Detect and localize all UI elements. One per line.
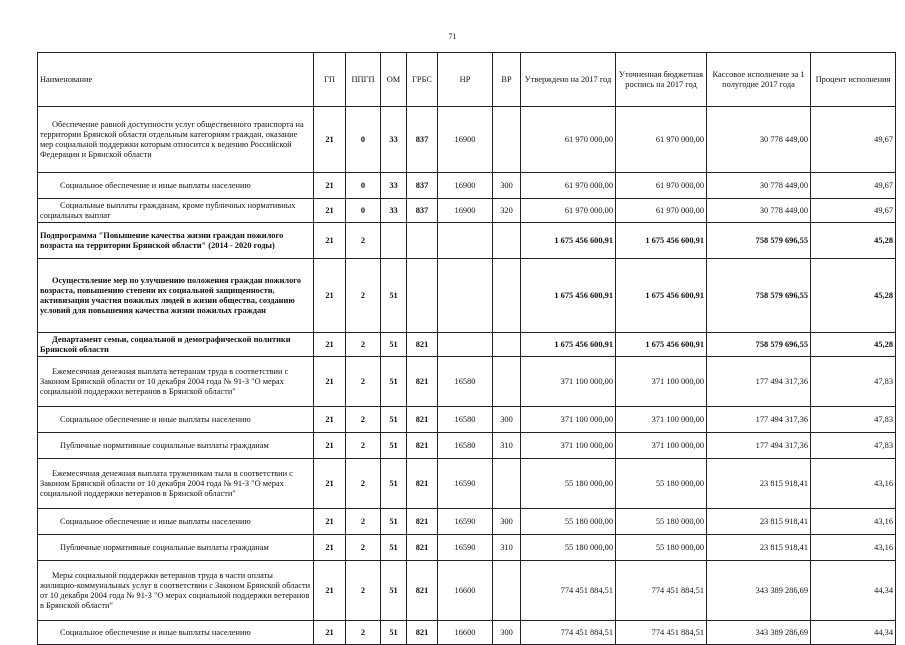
row-approved: 61 970 000,00: [521, 199, 616, 223]
row-np: 16580: [438, 407, 493, 433]
row-om: 51: [381, 357, 407, 407]
table-row: [38, 407, 896, 433]
row-approved: 55 180 000,00: [521, 509, 616, 535]
row-refined: 371 100 000,00: [616, 407, 707, 433]
row-cash: 177 494 317,36: [707, 357, 811, 407]
row-percent: 49,67: [811, 107, 896, 173]
table-row: [38, 173, 896, 199]
row-percent: 43,16: [811, 509, 896, 535]
row-percent: 44,34: [811, 621, 896, 645]
table-row: [38, 433, 896, 459]
row-om: 51: [381, 535, 407, 561]
row-ppgp: 0: [346, 107, 381, 173]
row-np: 16580: [438, 357, 493, 407]
row-cash: 758 579 696,55: [707, 223, 811, 259]
row-percent: 49,67: [811, 199, 896, 223]
row-approved: 1 675 456 600,91: [521, 223, 616, 259]
header-name: Наименование: [38, 53, 314, 107]
row-np: 16590: [438, 459, 493, 509]
row-np: [438, 333, 493, 357]
row-cash: 177 494 317,36: [707, 433, 811, 459]
row-cash: 30 778 449,00: [707, 199, 811, 223]
row-om: 51: [381, 259, 407, 333]
row-grbs: [407, 223, 438, 259]
row-name: Публичные нормативные социальные выплаты гражданам: [38, 535, 314, 561]
row-np: 16590: [438, 535, 493, 561]
row-grbs: 821: [407, 459, 438, 509]
row-percent: 47,83: [811, 407, 896, 433]
row-refined: 774 451 884,51: [616, 621, 707, 645]
table-row: [38, 535, 896, 561]
row-vr: 300: [493, 509, 521, 535]
row-percent: 47,83: [811, 357, 896, 407]
row-ppgp: 2: [346, 535, 381, 561]
row-gp: 21: [314, 333, 346, 357]
row-gp: 21: [314, 199, 346, 223]
row-refined: 1 675 456 600,91: [616, 333, 707, 357]
row-name: Подпрограмма "Повышение качества жизни граждан пожилого возраста на территории Брянской области" (2014 - 2020 годы): [38, 223, 314, 259]
table-row: [38, 199, 896, 223]
row-gp: 21: [314, 407, 346, 433]
row-cash: 758 579 696,55: [707, 333, 811, 357]
row-om: 33: [381, 199, 407, 223]
header-om: ОМ: [381, 53, 407, 107]
row-percent: 43,16: [811, 535, 896, 561]
row-np: 16900: [438, 199, 493, 223]
row-approved: 371 100 000,00: [521, 433, 616, 459]
row-name: Социальное обеспечение и иные выплаты населению: [38, 173, 314, 199]
row-cash: 23 815 918,41: [707, 535, 811, 561]
row-name: Департамент семьи, социальной и демографической политики Брянской области: [38, 333, 314, 357]
row-name: Ежемесячная денежная выплата труженикам тыла в соответствии с Законом Брянской области от 10 декабря 2004 года № 91-З "О мерах социальной поддержки ветеранов в Брянской области": [38, 459, 314, 509]
row-grbs: 821: [407, 621, 438, 645]
row-name: Публичные нормативные социальные выплаты гражданам: [38, 433, 314, 459]
row-gp: 21: [314, 173, 346, 199]
row-refined: 55 180 000,00: [616, 459, 707, 509]
row-cash: 177 494 317,36: [707, 407, 811, 433]
table-row: [38, 357, 896, 407]
row-ppgp: 2: [346, 357, 381, 407]
row-vr: 310: [493, 433, 521, 459]
row-np: 16590: [438, 509, 493, 535]
row-refined: 55 180 000,00: [616, 509, 707, 535]
row-approved: 61 970 000,00: [521, 173, 616, 199]
row-ppgp: 2: [346, 407, 381, 433]
row-np: 16900: [438, 173, 493, 199]
row-approved: 774 451 884,51: [521, 621, 616, 645]
row-refined: 61 970 000,00: [616, 173, 707, 199]
row-ppgp: 0: [346, 199, 381, 223]
row-np: 16600: [438, 621, 493, 645]
row-refined: 1 675 456 600,91: [616, 259, 707, 333]
row-vr: 300: [493, 621, 521, 645]
header-grbs: ГРБС: [407, 53, 438, 107]
row-vr: [493, 561, 521, 621]
table-row: [38, 561, 896, 621]
table-row: [38, 509, 896, 535]
row-percent: 44,34: [811, 561, 896, 621]
page-number: 71: [448, 32, 457, 41]
row-name: Социальное обеспечение и иные выплаты населению: [38, 509, 314, 535]
row-np: 16580: [438, 433, 493, 459]
row-np: [438, 223, 493, 259]
row-approved: 55 180 000,00: [521, 459, 616, 509]
table-row: [38, 259, 896, 333]
row-refined: 55 180 000,00: [616, 535, 707, 561]
row-ppgp: 2: [346, 621, 381, 645]
row-vr: 310: [493, 535, 521, 561]
header-approved: Утверждено на 2017 год: [521, 53, 616, 107]
row-om: 51: [381, 459, 407, 509]
row-grbs: 821: [407, 535, 438, 561]
row-vr: 320: [493, 199, 521, 223]
row-vr: [493, 357, 521, 407]
row-gp: 21: [314, 535, 346, 561]
row-cash: 343 389 286,69: [707, 621, 811, 645]
row-vr: [493, 259, 521, 333]
row-np: 16900: [438, 107, 493, 173]
row-grbs: 821: [407, 433, 438, 459]
row-cash: 758 579 696,55: [707, 259, 811, 333]
row-cash: 30 778 449,00: [707, 173, 811, 199]
table-row: [38, 621, 896, 645]
table-row: [38, 333, 896, 357]
row-name: Социальное обеспечение и иные выплаты населению: [38, 407, 314, 433]
row-approved: 55 180 000,00: [521, 535, 616, 561]
row-percent: 49,67: [811, 173, 896, 199]
row-gp: 21: [314, 223, 346, 259]
row-approved: 774 451 884,51: [521, 561, 616, 621]
row-gp: 21: [314, 621, 346, 645]
row-approved: 371 100 000,00: [521, 407, 616, 433]
row-ppgp: 2: [346, 561, 381, 621]
row-vr: [493, 107, 521, 173]
row-gp: 21: [314, 259, 346, 333]
row-approved: 1 675 456 600,91: [521, 259, 616, 333]
row-grbs: 837: [407, 199, 438, 223]
row-cash: 23 815 918,41: [707, 459, 811, 509]
header-refined: Уточненная бюджетная роспись на 2017 год: [616, 53, 707, 107]
row-gp: 21: [314, 509, 346, 535]
row-name: Социальные выплаты гражданам, кроме публичных нормативных социальных выплат: [38, 199, 314, 223]
row-om: 51: [381, 561, 407, 621]
row-ppgp: 2: [346, 333, 381, 357]
row-vr: 300: [493, 173, 521, 199]
row-ppgp: 2: [346, 509, 381, 535]
row-np: [438, 259, 493, 333]
row-om: 33: [381, 173, 407, 199]
row-om: 51: [381, 433, 407, 459]
row-refined: 61 970 000,00: [616, 199, 707, 223]
row-ppgp: 2: [346, 223, 381, 259]
header-gp: ГП: [314, 53, 346, 107]
row-approved: 1 675 456 600,91: [521, 333, 616, 357]
row-refined: 1 675 456 600,91: [616, 223, 707, 259]
header-cash: Кассовое исполнение за 1 полугодие 2017 года: [707, 53, 811, 107]
row-grbs: 821: [407, 561, 438, 621]
row-refined: 371 100 000,00: [616, 357, 707, 407]
row-vr: 300: [493, 407, 521, 433]
header-ppgp: ППГП: [346, 53, 381, 107]
row-name: Меры социальной поддержки ветеранов труда в части оплаты жилищно-коммунальных услуг в соответствии с Законом Брянской области от 10 декабря 2004 года № 91-З "О мерах социальной поддержки ветеранов в Брянской области": [38, 561, 314, 621]
table-row: [38, 223, 896, 259]
row-om: 51: [381, 333, 407, 357]
row-vr: [493, 333, 521, 357]
row-ppgp: 2: [346, 259, 381, 333]
budget-table: [37, 52, 896, 645]
row-grbs: 837: [407, 173, 438, 199]
header-np: НР: [438, 53, 493, 107]
row-cash: 343 389 286,69: [707, 561, 811, 621]
row-percent: 47,83: [811, 433, 896, 459]
row-approved: 371 100 000,00: [521, 357, 616, 407]
table-row: [38, 107, 896, 173]
row-refined: 61 970 000,00: [616, 107, 707, 173]
row-grbs: 821: [407, 357, 438, 407]
row-vr: [493, 223, 521, 259]
row-om: [381, 223, 407, 259]
header-row: [38, 53, 896, 107]
row-cash: 23 815 918,41: [707, 509, 811, 535]
row-cash: 30 778 449,00: [707, 107, 811, 173]
row-approved: 61 970 000,00: [521, 107, 616, 173]
row-np: 16600: [438, 561, 493, 621]
row-percent: 45,28: [811, 223, 896, 259]
row-ppgp: 2: [346, 433, 381, 459]
row-gp: 21: [314, 561, 346, 621]
row-ppgp: 2: [346, 459, 381, 509]
table-row: [38, 459, 896, 509]
row-name: Социальное обеспечение и иные выплаты населению: [38, 621, 314, 645]
row-refined: 371 100 000,00: [616, 433, 707, 459]
row-gp: 21: [314, 357, 346, 407]
header-percent: Процент исполнения: [811, 53, 896, 107]
row-om: 51: [381, 509, 407, 535]
row-name: Осуществление мер по улучшению положения граждан пожилого возраста, повышению степени их социальной защищенности, активизации участия пожилых людей в жизни общества, созданию условий для повышения качества жизни пожилых граждан: [38, 259, 314, 333]
header-vr: ВР: [493, 53, 521, 107]
row-refined: 774 451 884,51: [616, 561, 707, 621]
row-grbs: 821: [407, 333, 438, 357]
row-om: 51: [381, 407, 407, 433]
row-name: Обеспечение равной доступности услуг общественного транспорта на территории Брянской области отдельным категориям граждан, оказание мер социальной поддержки которым относится к ведению Российской Федерации и Брянской области: [38, 107, 314, 173]
row-name: Ежемесячная денежная выплата ветеранам труда в соответствии с Законом Брянской области от 10 декабря 2004 года № 91-З "О мерах социальной поддержки ветеранов в Брянской области": [38, 357, 314, 407]
row-gp: 21: [314, 107, 346, 173]
row-grbs: 837: [407, 107, 438, 173]
row-percent: 45,28: [811, 333, 896, 357]
row-grbs: 821: [407, 509, 438, 535]
row-percent: 43,16: [811, 459, 896, 509]
row-percent: 45,28: [811, 259, 896, 333]
row-gp: 21: [314, 459, 346, 509]
row-grbs: 821: [407, 407, 438, 433]
row-om: 33: [381, 107, 407, 173]
row-om: 51: [381, 621, 407, 645]
row-ppgp: 0: [346, 173, 381, 199]
row-grbs: [407, 259, 438, 333]
row-vr: [493, 459, 521, 509]
row-gp: 21: [314, 433, 346, 459]
